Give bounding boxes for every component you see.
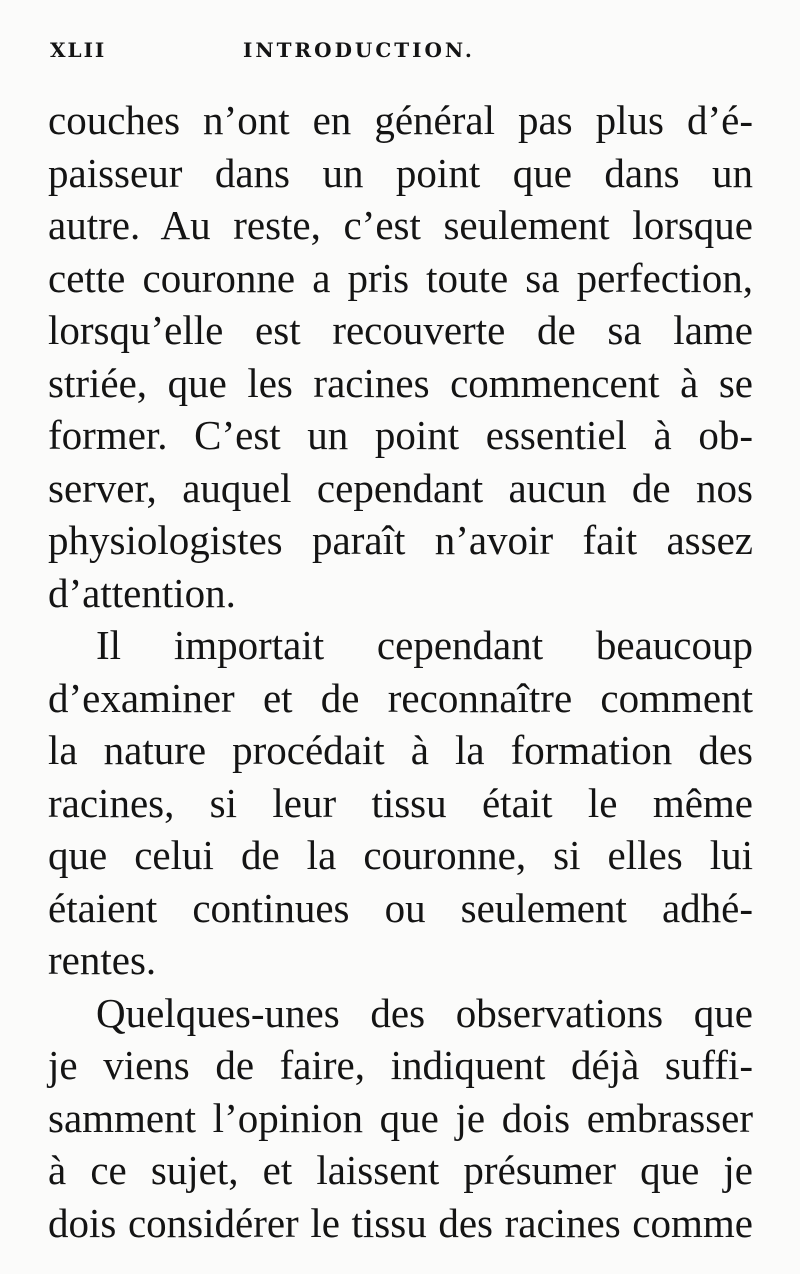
page-header	[50, 38, 750, 78]
text-line: racines, si leur tissu était le même	[48, 779, 753, 826]
paragraph-2	[48, 619, 753, 987]
body-text	[48, 94, 753, 1249]
text-line: couches n’ont en général pas plus d’é-	[48, 97, 753, 143]
text-line: physiologistes paraît n’avoir fait assez	[48, 517, 753, 563]
text-line: que celui de la couronne, si elles lui	[48, 832, 753, 878]
text-line: dois considérer le tissu des racines comme	[48, 1199, 753, 1246]
page-number: XLII	[50, 38, 107, 62]
text-line: striée, que les racines commencent à se	[48, 359, 753, 406]
text-line: rentes.	[48, 937, 157, 983]
text-line: former. C’est un point essentiel à ob-	[48, 412, 753, 458]
running-head: INTRODUCTION.	[243, 38, 475, 62]
paragraph-3	[48, 987, 753, 1250]
text-line: la nature procédait à la formation des	[48, 727, 753, 773]
text-line: étaient continues ou seulement adhé-	[48, 884, 753, 931]
text-line: d’attention.	[48, 569, 236, 616]
text-line: Quelques-unes des observations que	[96, 989, 753, 1036]
text-line: autre. Au reste, c’est seulement lorsque	[48, 202, 753, 248]
text-line: d’examiner et de reconnaître comment	[48, 674, 753, 721]
text-line: paisseur dans un point que dans un	[48, 149, 753, 196]
text-line: server, auquel cependant aucun de nos	[48, 464, 753, 511]
text-line: Il importait cependant beaucoup	[96, 622, 753, 668]
paragraph-1	[48, 94, 753, 619]
text-line: je viens de faire, indiquent déjà suffi-	[48, 1042, 753, 1088]
text-line: samment l’opinion que je dois embrasser	[48, 1094, 753, 1141]
text-line: à ce sujet, et laissent présumer que je	[48, 1147, 753, 1193]
text-line: lorsqu’elle est recouverte de sa lame	[48, 307, 753, 353]
text-line: cette couronne a pris toute sa perfection,	[48, 254, 753, 301]
